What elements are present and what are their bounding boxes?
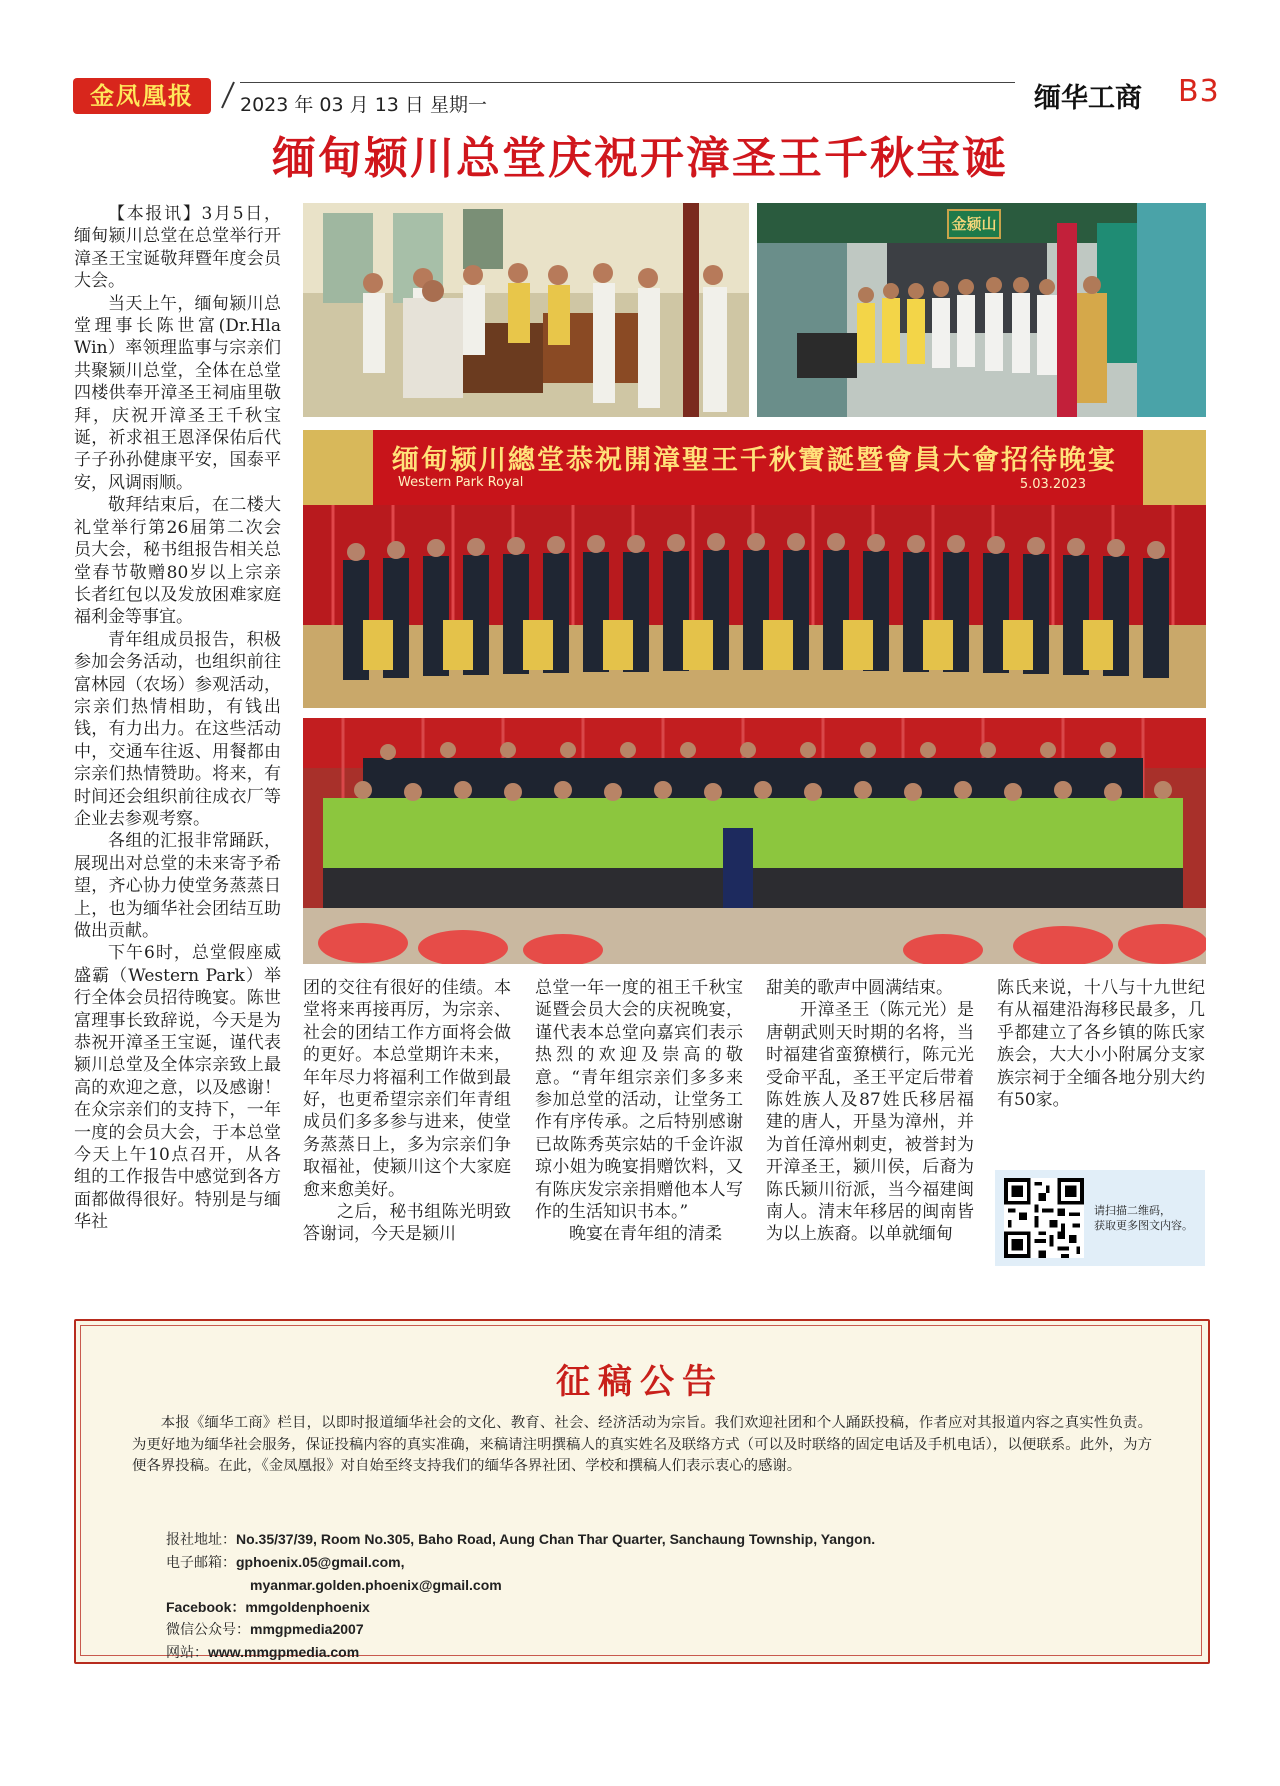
email-link[interactable]: gphoenix.05@gmail.com, bbox=[236, 1554, 405, 1570]
email-row-2 bbox=[166, 1574, 875, 1596]
qr-code-icon[interactable] bbox=[1004, 1178, 1084, 1258]
paragraph: 青年组成员报告，积极参加会务活动，也组织前往富林园（农场）参观活动，宗亲们热情相助，有钱出钱，有力出力。在这些活动中，交通车往返、用餐都由宗亲们热情赞助。将来，有时间还会组织前往成衣厂等企业去参观考察。 bbox=[74, 629, 281, 829]
article-column-2 bbox=[303, 977, 511, 1246]
email-row bbox=[166, 1551, 875, 1574]
address-value: No.35/37/39, Room No.305, Baho Road, Aung Chan Thar Quarter, Sanchaung Township, Yangon. bbox=[236, 1531, 876, 1547]
paragraph: 团的交往有很好的佳绩。本堂将来再接再厉，为宗亲、社会的团结工作方面将会做的更好。本总堂期许未来，年年尽力将福利工作做到最好，也更希望宗亲们年青组成员们多多参与进来，使堂务蒸蒸日上，多为宗亲们争取福祉，使颍川这个大家庭愈来愈美好。 bbox=[303, 978, 511, 1200]
banner-venue: Western Park Royal bbox=[398, 475, 524, 490]
address-row bbox=[166, 1528, 875, 1551]
column-name: 缅华工商 bbox=[1034, 83, 1142, 114]
paragraph: 下午6时，总堂假座威盛霸（Western Park）举行全体会员招待晚宴。陈世富理事长致辞说，今天是为恭祝开漳圣王宝诞，谨代表颍川总堂及全体宗亲致上最高的欢迎之意，以及感谢！在众宗亲们的支持下，一年一度的会员大会，于本总堂今天上午10点召开，从各组的工作报告中感觉到各方面都做得很好。特别是与缅华社 bbox=[74, 943, 281, 1233]
banner-date: 5.03.2023 bbox=[1019, 477, 1086, 492]
article-column-5 bbox=[997, 977, 1205, 1111]
paragraph: 陈氏来说，十八与十九世纪有从福建沿海移民最多，几乎都建立了各乡镇的陈氏家族会，大大小小附属分支家族宗祠于全缅各地分别大约有50家。 bbox=[997, 978, 1205, 1111]
website-row bbox=[166, 1641, 875, 1664]
page-number: B3 bbox=[1178, 74, 1220, 109]
photo-worship-ceremony bbox=[303, 203, 749, 417]
paragraph: 开漳圣王（陈元光）是唐朝武则天时期的名将，当时福建省蛮獠横行，陈元光受命平乱，圣王平定后带着陈姓族人及87姓氏移居福建的唐人，开垦为漳州，并为首任漳州刺吏，被誉封为开漳圣王，颍川侯，后裔为陈氏颍川衍派，当今福建闽南人。清末年移居的闽南皆为以上族裔。以单就缅甸 bbox=[766, 1000, 974, 1245]
website-label: 网站： bbox=[166, 1645, 208, 1661]
wechat-value: mmgpmedia2007 bbox=[250, 1621, 364, 1637]
facebook-label: Facebook： bbox=[166, 1599, 246, 1615]
paragraph: 晚宴在青年组的清柔 bbox=[569, 1224, 722, 1245]
qr-caption-line: 获取更多图文内容。 bbox=[1094, 1219, 1193, 1232]
facebook-row bbox=[166, 1596, 875, 1618]
notice-body: 本报《缅华工商》栏目，以即时报道缅华社会的文化、教育、社会、经济活动为宗旨。我们欢迎社团和个人踊跃投稿，作者应对其报道内容之真实性负责。为更好地为缅华社会服务，保证投稿内容的真实准确，来稿请注明撰稿人的真实姓名及联络方式（可以及时联络的固定电话及手机电话），以便联系。此外，为方便各界投稿。在此，《金凤凰报》对自始至终支持我们的缅华各界社团、学校和撰稿人们表示衷心的感谢。 bbox=[132, 1415, 1152, 1474]
paragraph: 【本报讯】3月5日，缅甸颍川总堂在总堂举行开漳圣王宝诞敬拜暨年度会员大会。 bbox=[74, 204, 281, 292]
notice-title: 征稿公告 bbox=[556, 1362, 724, 1402]
paragraph: 甜美的歌声中圆满结束。 bbox=[766, 978, 953, 998]
facebook-value[interactable]: mmgoldenphoenix bbox=[245, 1599, 370, 1615]
newspaper-logo: 金凤凰报 bbox=[73, 78, 211, 114]
email-link[interactable]: myanmar.golden.phoenix@gmail.com bbox=[250, 1577, 502, 1593]
article-column-4 bbox=[766, 977, 974, 1246]
paragraph: 总堂一年一度的祖王千秋宝诞暨会员大会的庆祝晚宴，谨代表本总堂向嘉宾们表示热烈的欢迎及崇高的敬意。“青年组宗亲们多多来参加总堂的活动，让堂务工作有序传承。之后特别感谢已故陈秀英宗姑的千金许淑琼小姐为晚宴捐赠饮料，又有陈庆发宗亲捐赠他本人写作的生活知识书本。” bbox=[535, 978, 743, 1223]
website-link[interactable]: www.mmgpmedia.com bbox=[208, 1644, 360, 1660]
email-label: 电子邮箱： bbox=[166, 1555, 236, 1571]
qr-caption-line: 请扫描二维码， bbox=[1094, 1204, 1171, 1217]
contact-info bbox=[166, 1528, 875, 1664]
qr-caption bbox=[1094, 1203, 1193, 1233]
separator-slash bbox=[218, 80, 238, 110]
paragraph: 各组的汇报非常踊跃，展现出对总堂的未来寄予希望，齐心协力使堂务蒸蒸日上，也为缅华社会团结互助做出贡献。 bbox=[74, 831, 281, 941]
address-label: 报社地址： bbox=[166, 1532, 236, 1548]
article-headline: 缅甸颍川总堂庆祝开漳圣王千秋宝诞 bbox=[272, 133, 1008, 184]
wechat-label: 微信公众号： bbox=[166, 1622, 250, 1638]
banner-title: 缅甸颍川總堂恭祝開漳聖王千秋寶誕暨會員大會招待晚宴 bbox=[392, 445, 1117, 476]
photo-youth-group bbox=[303, 718, 1206, 964]
article-column-3 bbox=[535, 977, 743, 1246]
issue-date: 2023 年 03 月 13 日 星期一 bbox=[240, 94, 487, 116]
header-rule bbox=[240, 82, 1015, 83]
photo-temple-hall bbox=[757, 203, 1206, 417]
paragraph: 敬拜结束后，在二楼大礼堂举行第26届第二次会员大会，秘书组报告相关总堂春节敬赠80岁以上宗亲长者红包以及发放困难家庭福利金等事宜。 bbox=[74, 495, 281, 628]
wechat-row bbox=[166, 1618, 875, 1641]
article-column-1 bbox=[74, 203, 281, 1234]
paragraph: 之后，秘书组陈光明致答谢词，今天是颍川 bbox=[303, 1202, 511, 1245]
paragraph: 当天上午，缅甸颍川总堂理事长陈世富(Dr.Hla Win）率领理监事与宗亲们共聚颍川总堂，全体在总堂四楼供奉开漳圣王祠庙里敬拜，庆祝开漳圣王千秋宝诞，祈求祖王恩泽保佑后代子子孙孙健康平安，国泰平安，风调雨顺。 bbox=[74, 293, 281, 493]
photo-group-banquet bbox=[303, 430, 1206, 708]
temple-plaque: 金颍山 bbox=[947, 209, 1001, 239]
